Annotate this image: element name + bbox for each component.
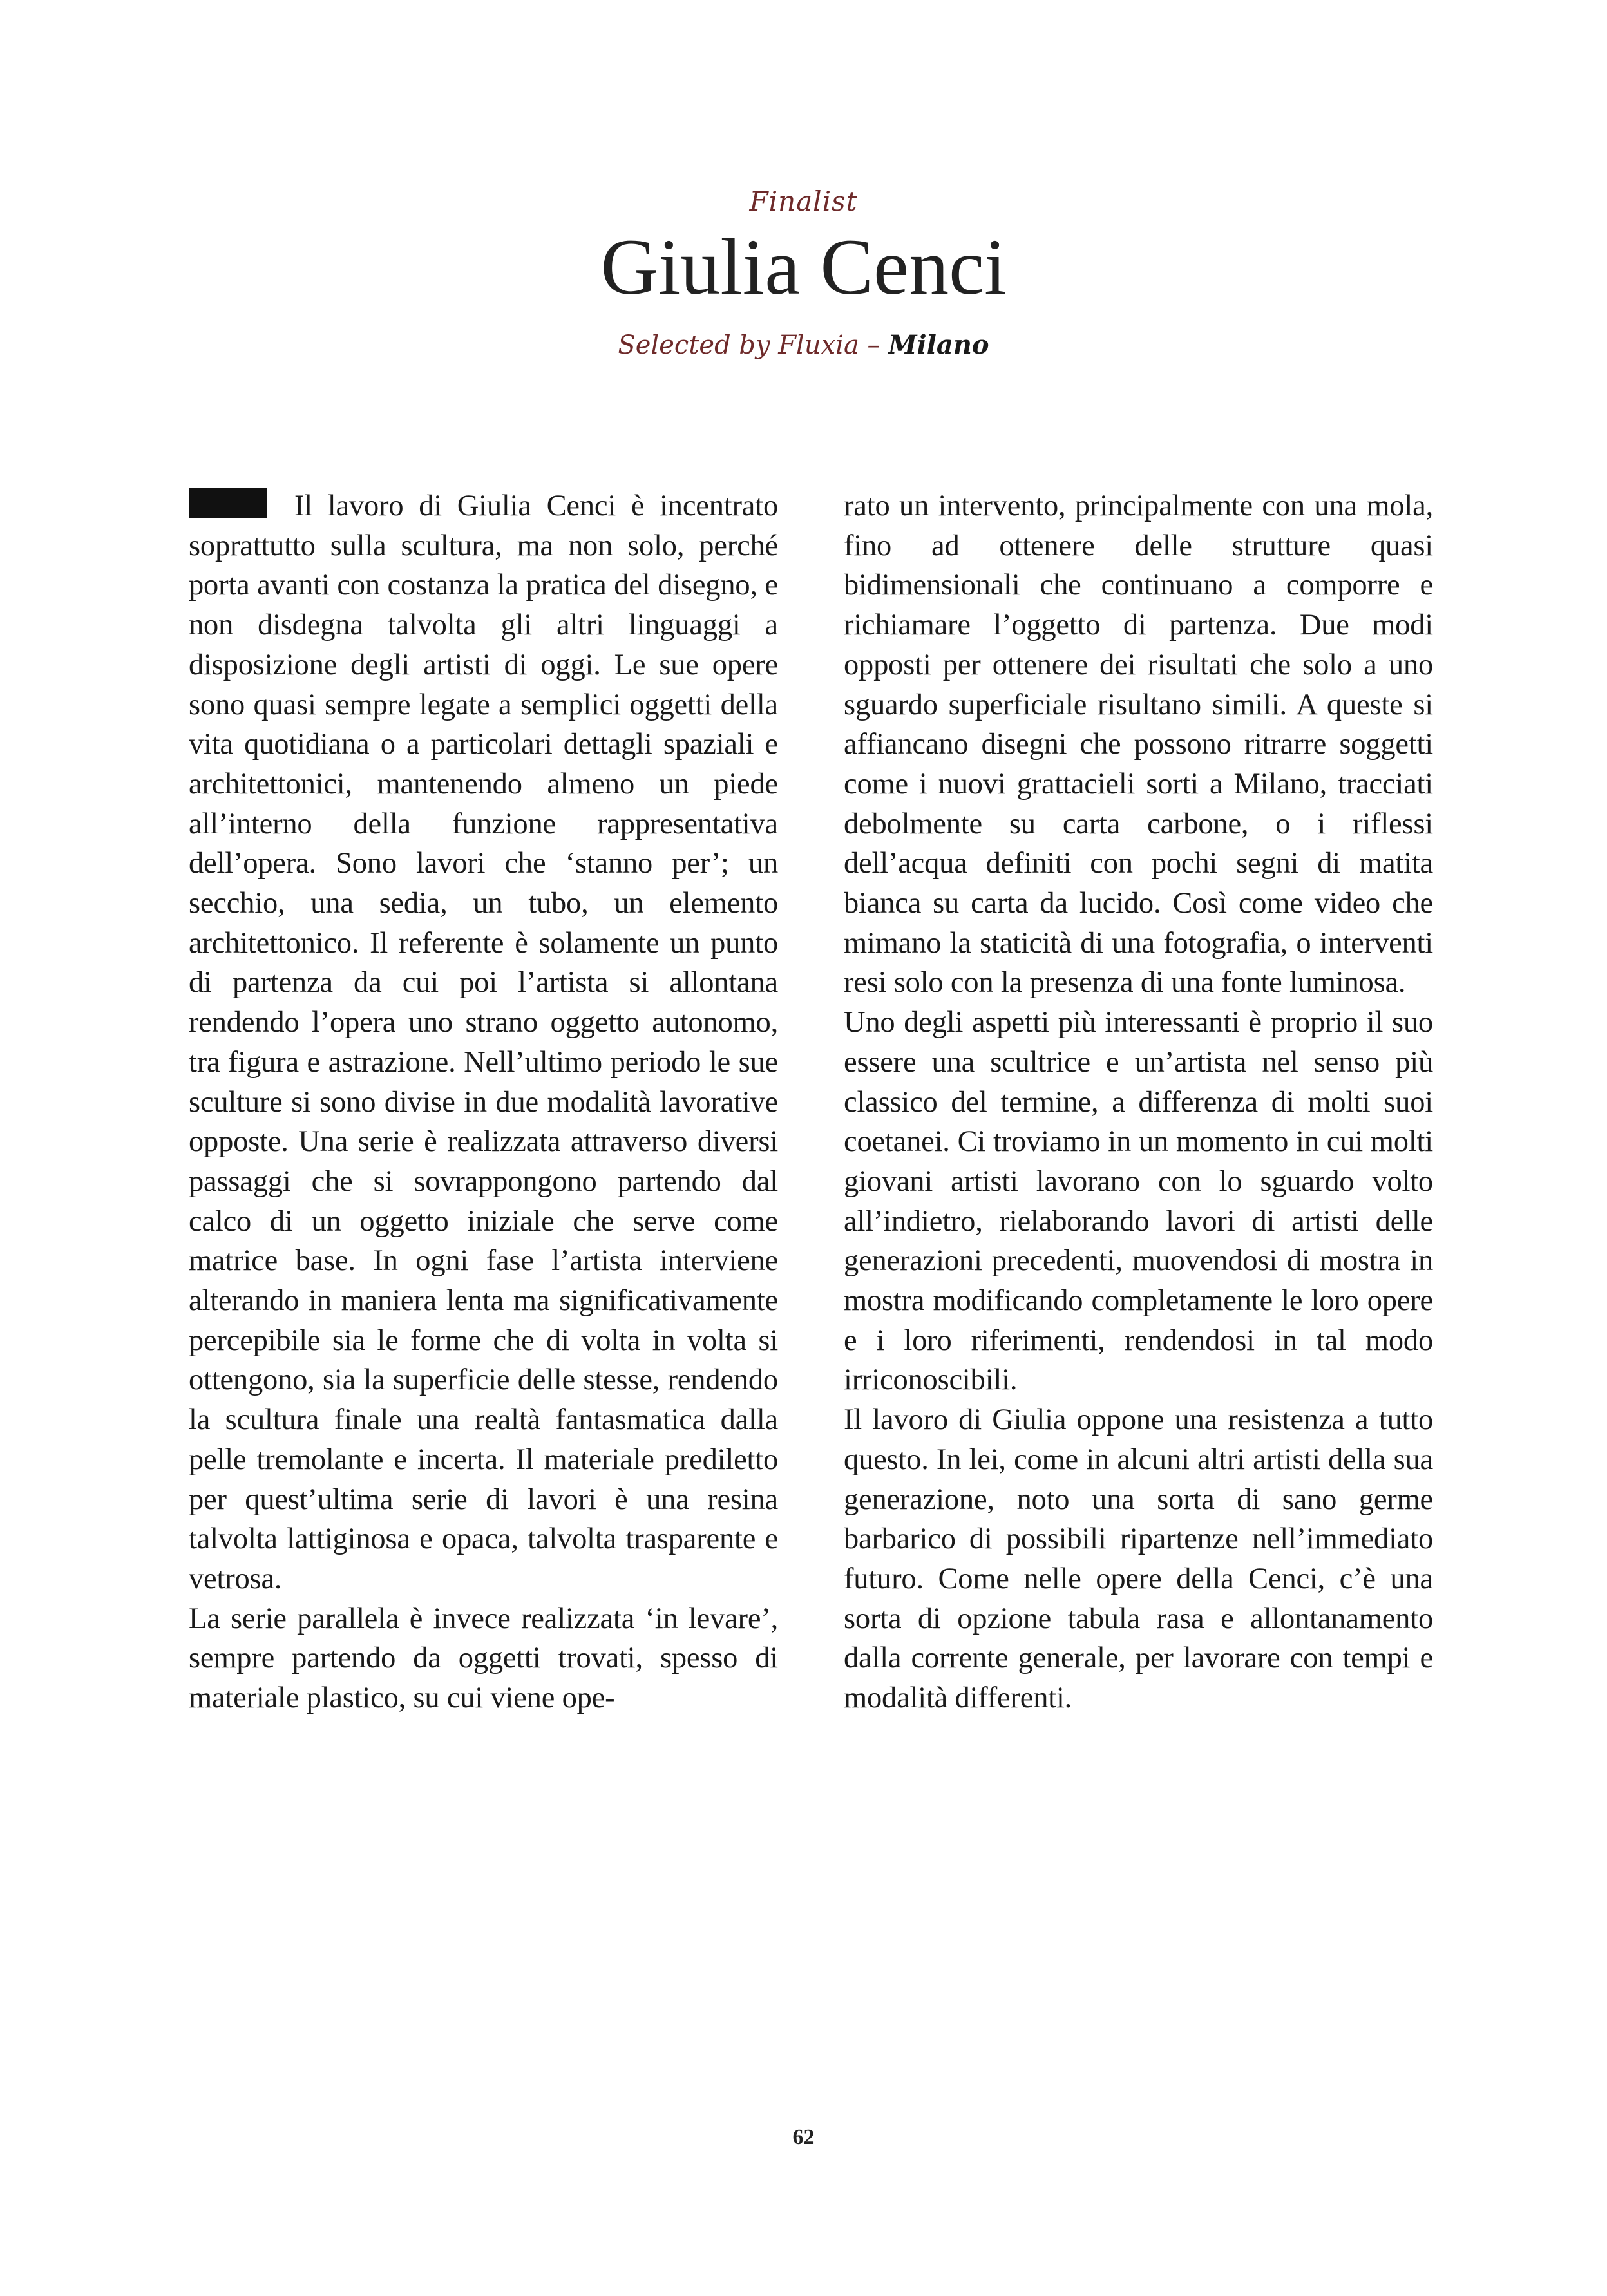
selected-by-text: Selected by Fluxia –	[618, 330, 889, 360]
paragraph: La serie parallela è invece realizzata ‘in levare’, sempre partendo da oggetti trovati, spesso di materiale plastico, su cui viene ope-	[189, 1602, 778, 1715]
selected-by-line	[0, 330, 1607, 360]
paragraph: rato un intervento, principalmente con una mola, fino ad ottenere delle strutture quasi bidimensionali che continuano a comporre e richiamare l’oggetto di partenza. Due modi opposti per ottenere dei risultati che solo a uno sguardo superficiale risultano simili. A queste si affiancano disegni che possono ritrarre soggetti come i nuovi grattacieli sorti a Milano, tracciati debolmente su carta carbone, o i riflessi dell’acqua definiti con pochi segni di matita bianca su carta da lucido. Così come video che mimano la staticità di una fotografia, o interventi resi solo con la presenza di una fonte luminosa.	[844, 489, 1433, 1000]
paragraph	[189, 486, 778, 1599]
paragraph-text: Il lavoro di Giulia Cenci è incentrato soprattutto sulla scultura, ma non solo, perché porta avanti con costanza la pratica del disegno, e non disdegna talvolta gli altri linguaggi a disposizione degli artisti di oggi. Le sue opere sono quasi sempre legate a semplici oggetti della vita quotidiana o a particolari dettagli spaziali e architettonici, mantenendo almeno un piede all’interno della funzione rappresentativa dell’opera. Sono lavori che ‘stanno per’; un secchio, una sedia, un tubo, un elemento architettonico. Il referente è solamente un punto di partenza da cui poi l’artista si allontana rendendo l’opera uno strano oggetto autonomo, tra figura e astrazione. Nell’ultimo periodo le sue sculture si sono divise in due modalità lavorative opposte. Una serie è realizzata attraverso diversi passaggi che si sovrappongono partendo dal calco di un oggetto iniziale che serve come matrice base. In ogni fase l’artista interviene alterando in maniera lenta ma significativamente percepibile sia le forme che di volta in volta si ottengono, sia la superficie delle stesse, rendendo la scultura finale una realtà fantasmatica dalla pelle tremolante e incerta. Il materiale prediletto per quest’ultima serie di lavori è una resina talvolta lattiginosa e opaca, talvolta trasparente e vetrosa.	[189, 489, 778, 1595]
city-name: Milano	[888, 330, 989, 360]
text-column-left	[189, 486, 778, 1718]
text-column-right	[844, 486, 1433, 1718]
paragraph: Uno degli aspetti più interessanti è proprio il suo essere una scultrice e un’artista nel senso più classico del termine, a differenza di molti suoi coetanei. Ci troviamo in un momento in cui molti giovani artisti lavorano con lo sguardo volto all’indietro, rielaborando lavori di artisti delle generazioni precedenti, muovendosi di mostra in mostra modificando completamente le loro opere e i loro riferimenti, rendendosi in tal modo irriconoscibili.	[844, 1006, 1433, 1397]
kicker-label: Finalist	[749, 185, 858, 217]
page-number: 62	[792, 2125, 815, 2149]
paragraph: Il lavoro di Giulia oppone una resistenza a tutto questo. In lei, come in alcuni altri artisti della sua generazione, noto una sorta di sano germe barbarico di possibili ripartenze nell’immediato futuro. Come nelle opere della Cenci, c’è una sorta di opzione tabula rasa e allontanamento dalla corrente generale, per lavorare con tempi e modalità differenti.	[844, 1403, 1433, 1715]
redaction-block	[189, 488, 267, 518]
page-title: Giulia Cenci	[600, 223, 1007, 311]
